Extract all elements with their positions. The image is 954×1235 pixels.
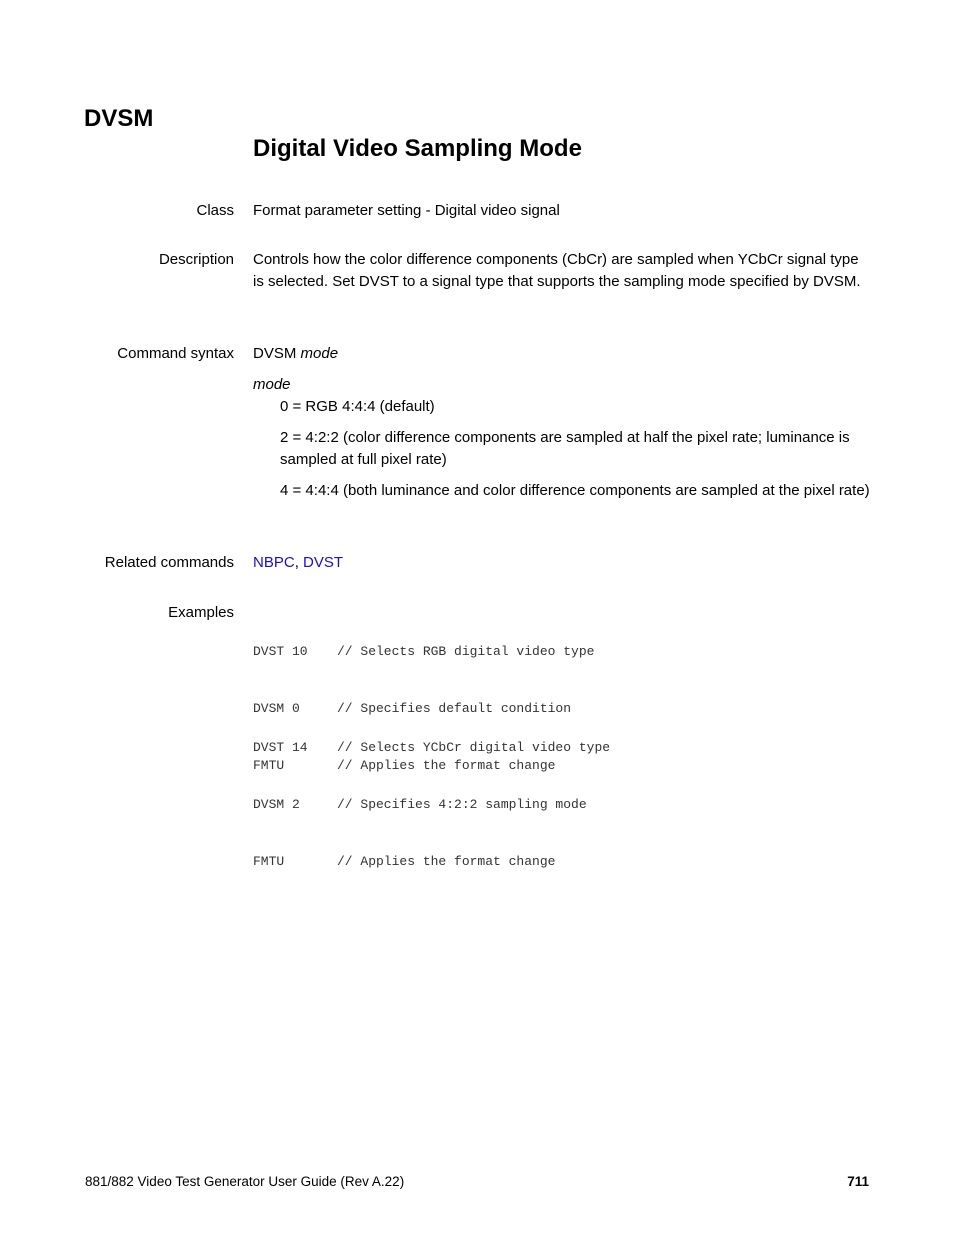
code-comment: // Selects YCbCr digital video type	[337, 740, 611, 755]
param-name	[253, 374, 873, 396]
code-command: DVSM 0	[253, 701, 300, 716]
code-comment: // Selects RGB digital video type	[337, 644, 595, 659]
code-line	[253, 852, 610, 871]
related-links	[253, 552, 873, 574]
code-comment: // Specifies default condition	[337, 701, 572, 716]
code-command: FMTU	[253, 854, 285, 869]
link-nbpc[interactable]: NBPC	[253, 554, 295, 571]
description-label: Description	[158, 251, 234, 268]
code-line	[253, 642, 594, 661]
code-comment: // Applies the format change	[337, 854, 556, 869]
code-comment: // Applies the format change	[337, 758, 556, 773]
syntax-line	[253, 343, 873, 365]
code-line	[253, 795, 610, 814]
param-name-text: mode	[253, 376, 291, 393]
command-title: DVSM	[84, 105, 154, 132]
code-comment: // Specifies 4:2:2 sampling mode	[337, 797, 587, 812]
code-command: DVSM 2	[253, 797, 300, 812]
page-heading: Digital Video Sampling Mode	[253, 135, 582, 162]
examples-label: Examples	[168, 604, 234, 621]
description-text: Controls how the color difference components (CbCr) are sampled when YCbCr signal type is selected. Set DVST to a signal type that supports the sampling mode specified by DVSM.	[253, 251, 861, 290]
code-line	[253, 738, 610, 757]
option-4: 4 = 4:4:4 (both luminance and color difference components are sampled at the pixel rate)	[280, 482, 870, 499]
link-separator: ,	[294, 554, 304, 571]
code-command: DVST 10	[253, 644, 308, 659]
related-label: Related commands	[104, 554, 234, 571]
footer-title: 881/882 Video Test Generator User Guide (Rev A.22)	[85, 1174, 405, 1189]
class-label: Class	[196, 202, 234, 219]
class-text: Format parameter setting - Digital video signal	[253, 202, 560, 219]
code-command: FMTU	[253, 758, 285, 773]
syntax-command: DVSM	[253, 345, 297, 362]
syntax-param: mode	[300, 345, 339, 362]
option-0: 0 = RGB 4:4:4 (default)	[280, 398, 435, 415]
syntax-label: Command syntax	[117, 345, 234, 362]
option-2: 2 = 4:2:2 (color difference components are sampled at half the pixel rate; luminance is sampled at full pixel rate)	[280, 429, 850, 468]
link-dvst[interactable]: DVST	[303, 554, 344, 571]
code-command: DVST 14	[253, 740, 308, 755]
page-number: 711	[847, 1174, 869, 1189]
example-block-2	[253, 700, 610, 890]
